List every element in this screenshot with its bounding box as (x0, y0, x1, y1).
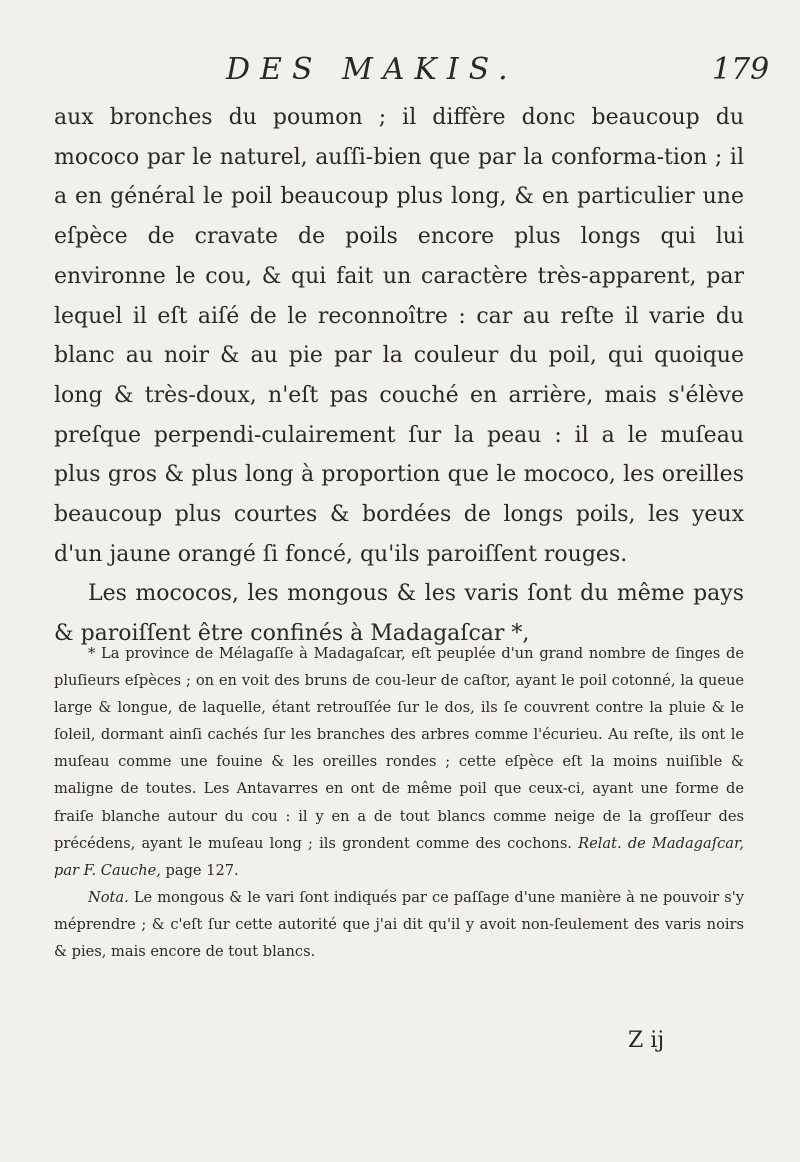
running-title: DES MAKIS. (226, 52, 518, 87)
nota-paragraph (54, 884, 744, 965)
footnote-citation: Relat. de Madagaſcar, par F. Cauche, (54, 834, 744, 879)
footnote-text: * La province de Mélagaſſe à Madagaſcar, eſt peuplée d'un grand nombre de ſinges de pluſieurs eſpèces ; on en voit des bruns de cou-leur de caſtor, ayant le poil cotonné, la queue large & longue, de laquelle, étant retrouſſée ſur le dos, ils ſe couvrent contre la pluie & le ſoleil, dormant ainſi cachés ſur les branches des arbres comme l'écurieu. Au reſte, ils ont le muſeau comme une fouine & les oreilles rondes ; cette eſpèce eſt la moins nuiſible & maligne de toutes. Les Antavarres en ont de même poil que ceux-ci, ayant une forme de fraiſe blanche autour du cou : il y en a de tout blancs comme neige de la groſſeur des précédens, ayant le muſeau long ; ils grondent comme des cochons. (54, 645, 744, 852)
signature-mark: Z ij (628, 1028, 665, 1053)
main-paragraph-1: aux bronches du poumon ; il diffère donc beaucoup du mococo par le naturel, auſſi-bien que par la conforma-tion ; il a en général le poil beaucoup plus long, & en particulier une eſpèce de cravate de poils encore plus longs qui lui environne le cou, & qui fait un caractère très-apparent, par lequel il eſt aiſé de le reconnoître : car au reſte il varie du blanc au noir & au pie par la couleur du poil, qui quoique long & très-doux, n'eſt pas couché en arrière, mais s'élève preſque perpendi-culairement ſur la peau : il a le muſeau plus gros & plus long à proportion que le mococo, les oreilles beaucoup plus courtes & bordées de longs poils, les yeux d'un jaune orangé ſi foncé, qu'ils paroiſſent rouges. (54, 105, 744, 567)
nota-text: Le mongous & le vari ſont indiqués par ce paſſage d'une manière à ne pouvoir s'y méprendre ; & c'eſt ſur cette autorité que j'ai dit qu'il y avoit non-ſeulement des varis noirs & pies, mais encore de tout blancs. (54, 888, 744, 961)
main-text (54, 98, 744, 654)
footnote-citation-page: page 127. (165, 861, 239, 879)
nota-label: Nota. (88, 888, 129, 906)
footnote (54, 640, 744, 965)
footnote-paragraph (54, 640, 744, 884)
page-number: 179 (712, 52, 770, 87)
main-paragraph-2: Les mococos, les mongous & les varis ſont du même pays & paroiſſent être confinés à Madagaſcar *, (54, 581, 744, 647)
